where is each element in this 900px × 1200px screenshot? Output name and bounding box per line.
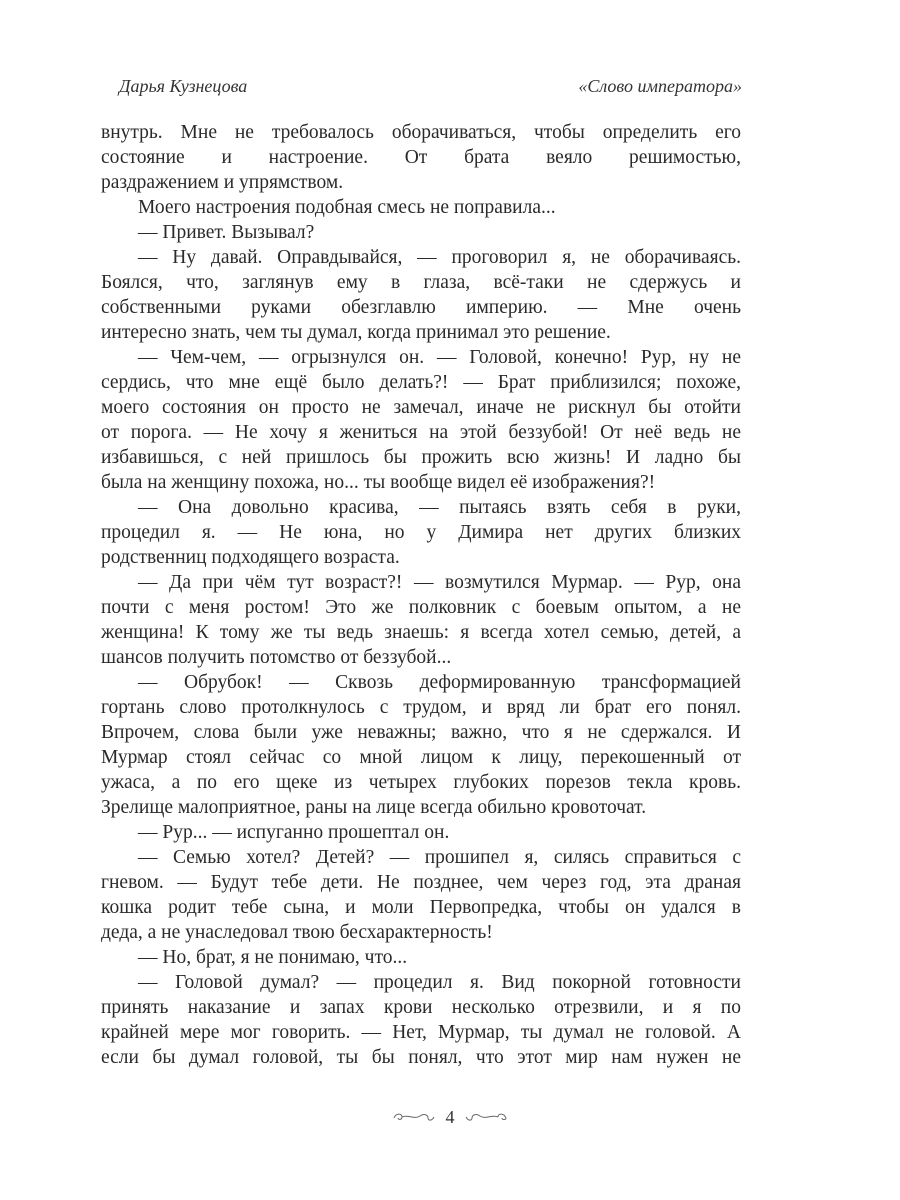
paragraph: [101, 820, 741, 845]
scroll-flourish-icon: [464, 1107, 508, 1128]
paragraph: [101, 970, 741, 1070]
text-line: — Рур... — испуганно прошептал он.: [138, 822, 450, 843]
page-footer: [0, 1106, 900, 1128]
text-line: раздражением и упрямством.: [101, 172, 344, 193]
page-number: 4: [445, 1107, 455, 1128]
text-line: Моего настроения подобная смесь не поправила...: [138, 197, 556, 218]
text-line: — Чем-чем, — огрызнулся он. — Головой, конечно! Рур, ну не: [138, 347, 741, 368]
text-line: ужаса, а по его щеке из четырех глубоких порезов текла кровь.: [101, 772, 741, 793]
text-line: женщина! К тому же ты ведь знаешь: я всегда хотел семью, детей, а: [101, 622, 741, 643]
text-line: деда, а не унаследовал твою бесхарактерность!: [101, 922, 493, 943]
paragraph: [101, 570, 741, 670]
text-line: избавишься, с ней пришлось бы прожить всю жизнь! И ладно бы: [101, 447, 741, 468]
text-line: собственными руками обезглавлю империю. — Мне очень: [101, 297, 741, 318]
header-author: Дарья Кузнецова: [119, 76, 248, 96]
text-line: — Головой думал? — процедил я. Вид покорной готовности: [138, 972, 741, 993]
page-body-text: [101, 120, 741, 1070]
text-line: Боялся, что, заглянув ему в глаза, всё-таки не сдержусь и: [101, 272, 741, 293]
text-line: — Но, брат, я не понимаю, что...: [138, 947, 408, 968]
paragraph: [101, 120, 741, 195]
paragraph: [101, 495, 741, 570]
text-line: — Да при чём тут возраст?! — возмутился Мурмар. — Рур, она: [138, 572, 741, 593]
paragraph: [101, 245, 741, 345]
text-line: Зрелище малоприятное, раны на лице всегда обильно кровоточат.: [101, 797, 647, 818]
text-line: интересно знать, чем ты думал, когда принимал это решение.: [101, 322, 611, 343]
text-line: родственниц подходящего возраста.: [101, 547, 400, 568]
paragraph: [101, 945, 741, 970]
paragraph: [101, 220, 741, 245]
text-line: была на женщину похожа, но... ты вообще видел её изображения?!: [101, 472, 656, 493]
text-line: — Привет. Вызывал?: [138, 222, 315, 243]
text-line: Мурмар стоял сейчас со мной лицом к лицу, перекошенный от: [101, 747, 741, 768]
text-line: — Семью хотел? Детей? — прошипел я, силясь справиться с: [138, 847, 741, 868]
text-line: моего состояния он просто не замечал, иначе не рискнул бы отойти: [101, 397, 741, 418]
text-line: — Она довольно красива, — пытаясь взять себя в руки,: [138, 497, 741, 518]
text-line: если бы думал головой, ты бы понял, что этот мир нам нужен не: [101, 1047, 741, 1068]
paragraph: [101, 670, 741, 820]
scroll-flourish-icon: [392, 1107, 436, 1128]
text-line: внутрь. Мне не требовалось оборачиваться, чтобы определить его: [101, 122, 741, 143]
running-header: [119, 76, 742, 100]
text-line: состояние и настроение. От брата веяло решимостью,: [101, 147, 741, 168]
text-line: гортань слово протолкнулось с трудом, и вряд ли брат его понял.: [101, 697, 741, 718]
text-line: принять наказание и запах крови несколько отрезвили, и я по: [101, 997, 741, 1018]
text-line: шансов получить потомство от беззубой...: [101, 647, 452, 668]
text-line: гневом. — Будут тебе дети. Не позднее, чем через год, эта драная: [101, 872, 741, 893]
text-line: кошка родит тебе сына, и моли Первопредка, чтобы он удался в: [101, 897, 741, 918]
header-book-title: «Слово императора»: [578, 76, 742, 96]
text-line: от порога. — Не хочу я жениться на этой беззубой! От неё ведь не: [101, 422, 741, 443]
text-line: сердись, что мне ещё было делать?! — Брат приблизился; похоже,: [101, 372, 741, 393]
paragraph: [101, 195, 741, 220]
paragraph: [101, 845, 741, 945]
text-line: — Ну давай. Оправдывайся, — проговорил я, не оборачиваясь.: [138, 247, 741, 268]
text-line: крайней мере мог говорить. — Нет, Мурмар, ты думал не головой. А: [101, 1022, 741, 1043]
paragraph: [101, 345, 741, 495]
text-line: Впрочем, слова были уже неважны; важно, что я не сдержался. И: [101, 722, 741, 743]
text-line: — Обрубок! — Сквозь деформированную трансформацией: [138, 672, 741, 693]
text-line: почти с меня ростом! Это же полковник с боевым опытом, а не: [101, 597, 741, 618]
text-line: процедил я. — Не юна, но у Димира нет других близких: [101, 522, 741, 543]
